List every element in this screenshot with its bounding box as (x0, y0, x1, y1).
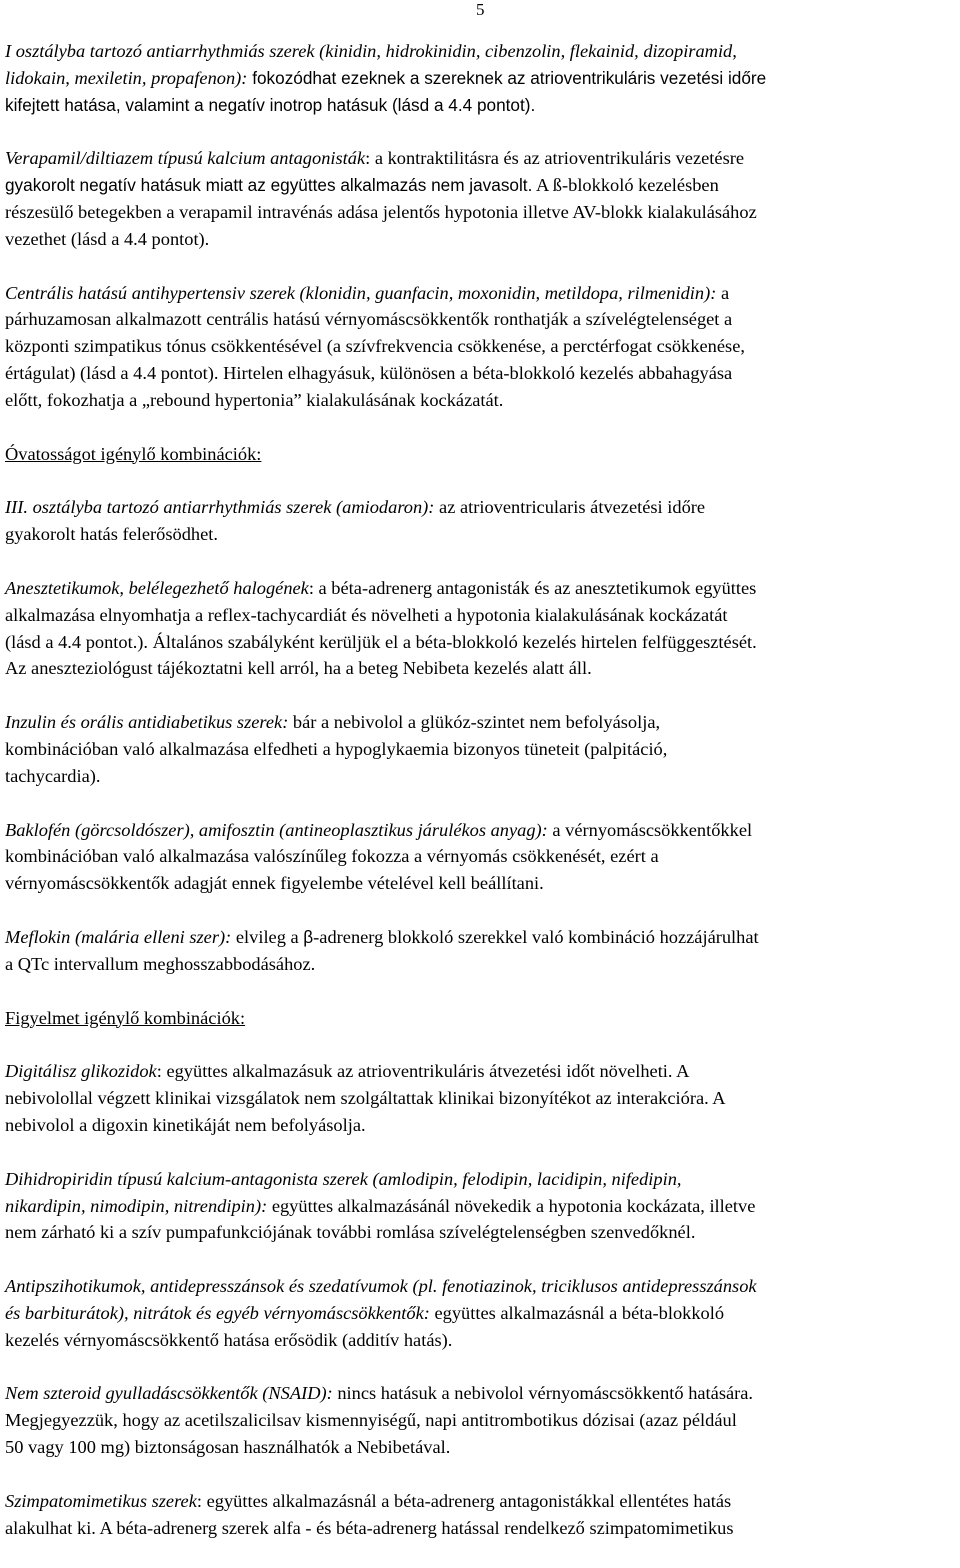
italic-term: Anesztetikumok, belélegezhető halogének (5, 577, 309, 598)
text-line (5, 951, 957, 978)
text-line (5, 1219, 957, 1246)
text-line (5, 1085, 957, 1112)
text-line (5, 843, 957, 870)
text-run: kezelés vérnyomáscsökkentő hatása erősödik (additív hatás). (5, 1329, 453, 1350)
text-line (5, 226, 957, 253)
italic-term: Centrális hatású antihypertensiv szerek (klonidin, guanfacin, moxonidin, metildopa, rilmenidin): (5, 282, 717, 303)
text-line (5, 1166, 957, 1193)
text-line (5, 763, 957, 790)
paragraph (5, 1488, 957, 1542)
text-run: Általános szabályként kerüljük el a béta-blokkoló kezelés hirtelen felfüggesztését. (148, 631, 757, 652)
text-run: -adrenerg blokkoló szerekkel való kombináció hozzájárulhat (313, 926, 759, 947)
paragraph (5, 817, 957, 897)
paragraph (5, 1166, 957, 1246)
text-line (5, 333, 957, 360)
text-run: : a béta-adrenerg antagonisták és az anesztetikumok együttes (308, 577, 757, 598)
text-run: : a kontraktilitásra és az atrioventrikuláris vezetésre (365, 148, 745, 169)
text-line (5, 1380, 957, 1407)
italic-term: Inzulin és orális antidiabetikus szerek: (5, 712, 289, 733)
text-run: gyakorolt hatás felerősödhet. (5, 524, 218, 545)
text-run: gyakorolt negatív hatásuk miatt az együttes alkalmazás nem javasolt. (5, 175, 533, 196)
italic-term: I osztályba tartozó antiarrhythmiás szerek (kinidin, hidrokinidin, cibenzolin, flekainid, dizopiramid, (5, 41, 737, 61)
text-line (5, 38, 957, 65)
text-line (5, 629, 957, 656)
text-run: a vérnyomáscsökkentőkkel (547, 819, 753, 840)
text-line (5, 924, 957, 951)
text-run: együttes alkalmazásnál a béta-blokkoló (429, 1302, 725, 1323)
text-run: párhuzamosan alkalmazott centrális hatású vérnyomáscsökkentők ronthatják a szívelégtelenséget a (5, 309, 733, 330)
text-run: nincs hatásuk a nebivolol vérnyomáscsökkentő hatására. (332, 1383, 754, 1404)
text-line (5, 92, 957, 119)
text-run: értágulat) (lásd a 4.4 pontot). (5, 362, 219, 383)
text-run: Megjegyezzük, hogy az acetilszalicilsav kismennyiségű, napi antitrombotikus dózisai (azaz például (5, 1410, 737, 1431)
text-run: : együttes alkalmazásnál a béta-adrenerg antagonistákkal ellentétes hatás (196, 1490, 732, 1511)
text-line (5, 494, 957, 521)
paragraph (5, 575, 957, 682)
text-run: együttes alkalmazásánál növekedik a hypotonia kockázata, illetve (267, 1195, 756, 1216)
italic-term: Verapamil/diltiazem típusú kalcium antagonisták (5, 148, 366, 169)
italic-term: Meflokin (malária elleni szer): (5, 926, 232, 947)
text-run: elvileg a (231, 926, 304, 947)
text-run: alkalmazása elnyomhatja a reflex-tachycardiát és növelheti a hypotonia kialakulásának kockázatát (5, 604, 728, 625)
text-line (5, 736, 957, 763)
text-line (5, 145, 957, 172)
text-line (5, 360, 957, 387)
text-line (5, 1300, 957, 1327)
paragraph (5, 280, 957, 414)
text-line (5, 1273, 957, 1300)
italic-term: Dihidropiridin típusú kalcium-antagonista szerek (amlodipin, felodipin, lacidipin, nifedipin, (5, 1168, 682, 1189)
text-line (5, 655, 957, 682)
text-run: a QTc intervallum meghosszabbodásához. (5, 953, 316, 974)
italic-term: Nem szteroid gyulladáscsökkentők (NSAID): (5, 1383, 333, 1404)
text-run: vérnyomáscsökkentők adagját ennek figyelembe vételével kell beállítani. (5, 873, 544, 894)
text-line (5, 1058, 957, 1085)
text-line (5, 1434, 957, 1461)
paragraph (5, 1380, 957, 1460)
italic-term: nikardipin, nimodipin, nitrendipin): (5, 1195, 268, 1216)
italic-term: és barbiturátok), nitrátok és egyéb vérnyomáscsökkentők: (5, 1302, 430, 1323)
text-run: a (716, 282, 730, 303)
text-run: β (303, 926, 314, 947)
paragraph (5, 38, 957, 118)
document-body (5, 38, 957, 1568)
text-run: kombinációban való alkalmazása valószínűleg fokozza a vérnyomás csökkenését, ezért a (5, 846, 659, 867)
text-line (5, 387, 957, 414)
text-line (5, 65, 957, 92)
paragraph (5, 1058, 957, 1138)
paragraph (5, 924, 957, 978)
text-run: előtt, fokozhatja a „rebound hypertonia” kialakulásának kockázatát. (5, 389, 504, 410)
text-line (5, 1327, 957, 1354)
text-run: : együttes alkalmazásuk az atrioventrikuláris átvezetési időt növelheti. A (156, 1061, 690, 1082)
italic-term: Digitálisz glikozidok (5, 1061, 157, 1082)
text-line (5, 1112, 957, 1139)
italic-term: Baklofén (görcsoldószer), amifosztin (antineoplasztikus járulékos anyag): (5, 819, 548, 840)
text-run: kifejtett hatása, valamint a negatív inotrop hatásuk (lásd a 4.4 pontot). (5, 94, 536, 115)
text-run: vezethet (lásd a 4.4 pontot). (5, 228, 210, 249)
text-line (5, 575, 957, 602)
text-run: nebivolollal végzett klinikai vizsgálatok nem szolgáltattak klinikai bizonyítékot az interakcióra. A (5, 1088, 726, 1109)
text-run: részesülő betegekben a verapamil intravénás adása jelentős hypotonia illetve AV-blokk kialakulásához (5, 201, 757, 222)
text-run: az atrioventricularis átvezetési időre (434, 497, 706, 518)
text-run: nem zárható ki a szív pumpafunkciójának további romlása szívelégtelenségben szenvedőknél. (5, 1222, 696, 1243)
text-line (5, 306, 957, 333)
text-line (5, 280, 957, 307)
text-line (5, 199, 957, 226)
text-line (5, 870, 957, 897)
text-line (5, 1515, 957, 1542)
text-run: 50 vagy 100 mg) biztonságosan használhatók a Nebibetával. (5, 1437, 451, 1458)
text-line (5, 1407, 957, 1434)
text-run: fokozódhat ezeknek a szereknek az atrioventrikuláris vezetési időre (247, 67, 767, 88)
text-run: (lásd a 4.4 pontot.). (5, 631, 149, 652)
paragraph (5, 494, 957, 548)
text-run: nebivolol a digoxin kinetikáját nem befolyásolja. (5, 1114, 366, 1135)
text-line (5, 1488, 957, 1515)
section-heading: Figyelmet igénylő kombinációk: (5, 1007, 246, 1028)
text-run: alakulhat ki. A béta-adrenerg szerek alfa - és béta-adrenerg hatással rendelkező szimpatomimetikus (5, 1517, 734, 1538)
text-run: Hirtelen elhagyásuk, különösen a béta-blokkoló kezelés abbahagyása (218, 362, 733, 383)
text-line (5, 602, 957, 629)
paragraph (5, 145, 957, 252)
text-run: tachycardia). (5, 765, 101, 786)
text-run: központi szimpatikus tónus csökkentésével (a szívfrekvencia csökkenése, a perctérfogat csökkenése, (5, 336, 745, 357)
text-run: bár a nebivolol a glükóz-szintet nem befolyásolja, (288, 712, 661, 733)
text-line (5, 521, 957, 548)
text-line (5, 1193, 957, 1220)
text-line (5, 172, 957, 199)
paragraph (5, 1273, 957, 1353)
page-number: 5 (476, 0, 485, 19)
section-heading: Óvatosságot igénylő kombinációk: (5, 443, 262, 464)
text-line (5, 709, 957, 736)
italic-term: lidokain, mexiletin, propafenon): (5, 67, 248, 88)
paragraph (5, 709, 957, 789)
italic-term: Szimpatomimetikus szerek (5, 1490, 197, 1511)
text-line (5, 817, 957, 844)
italic-term: III. osztályba tartozó antiarrhythmiás szerek (amiodaron): (5, 497, 435, 518)
text-run: A ß-blokkoló kezelésben (532, 175, 719, 196)
italic-term: Antipszihotikumok, antidepresszánsok és szedatívumok (pl. fenotiazinok, triciklusos antidepresszánsok (5, 1276, 757, 1297)
text-run: kombinációban való alkalmazása elfedheti a hypoglykaemia bizonyos tüneteit (palpitáció, (5, 738, 668, 759)
text-run: Az aneszteziológust tájékoztatni kell arról, ha a beteg Nebibeta kezelés alatt áll. (5, 658, 592, 679)
